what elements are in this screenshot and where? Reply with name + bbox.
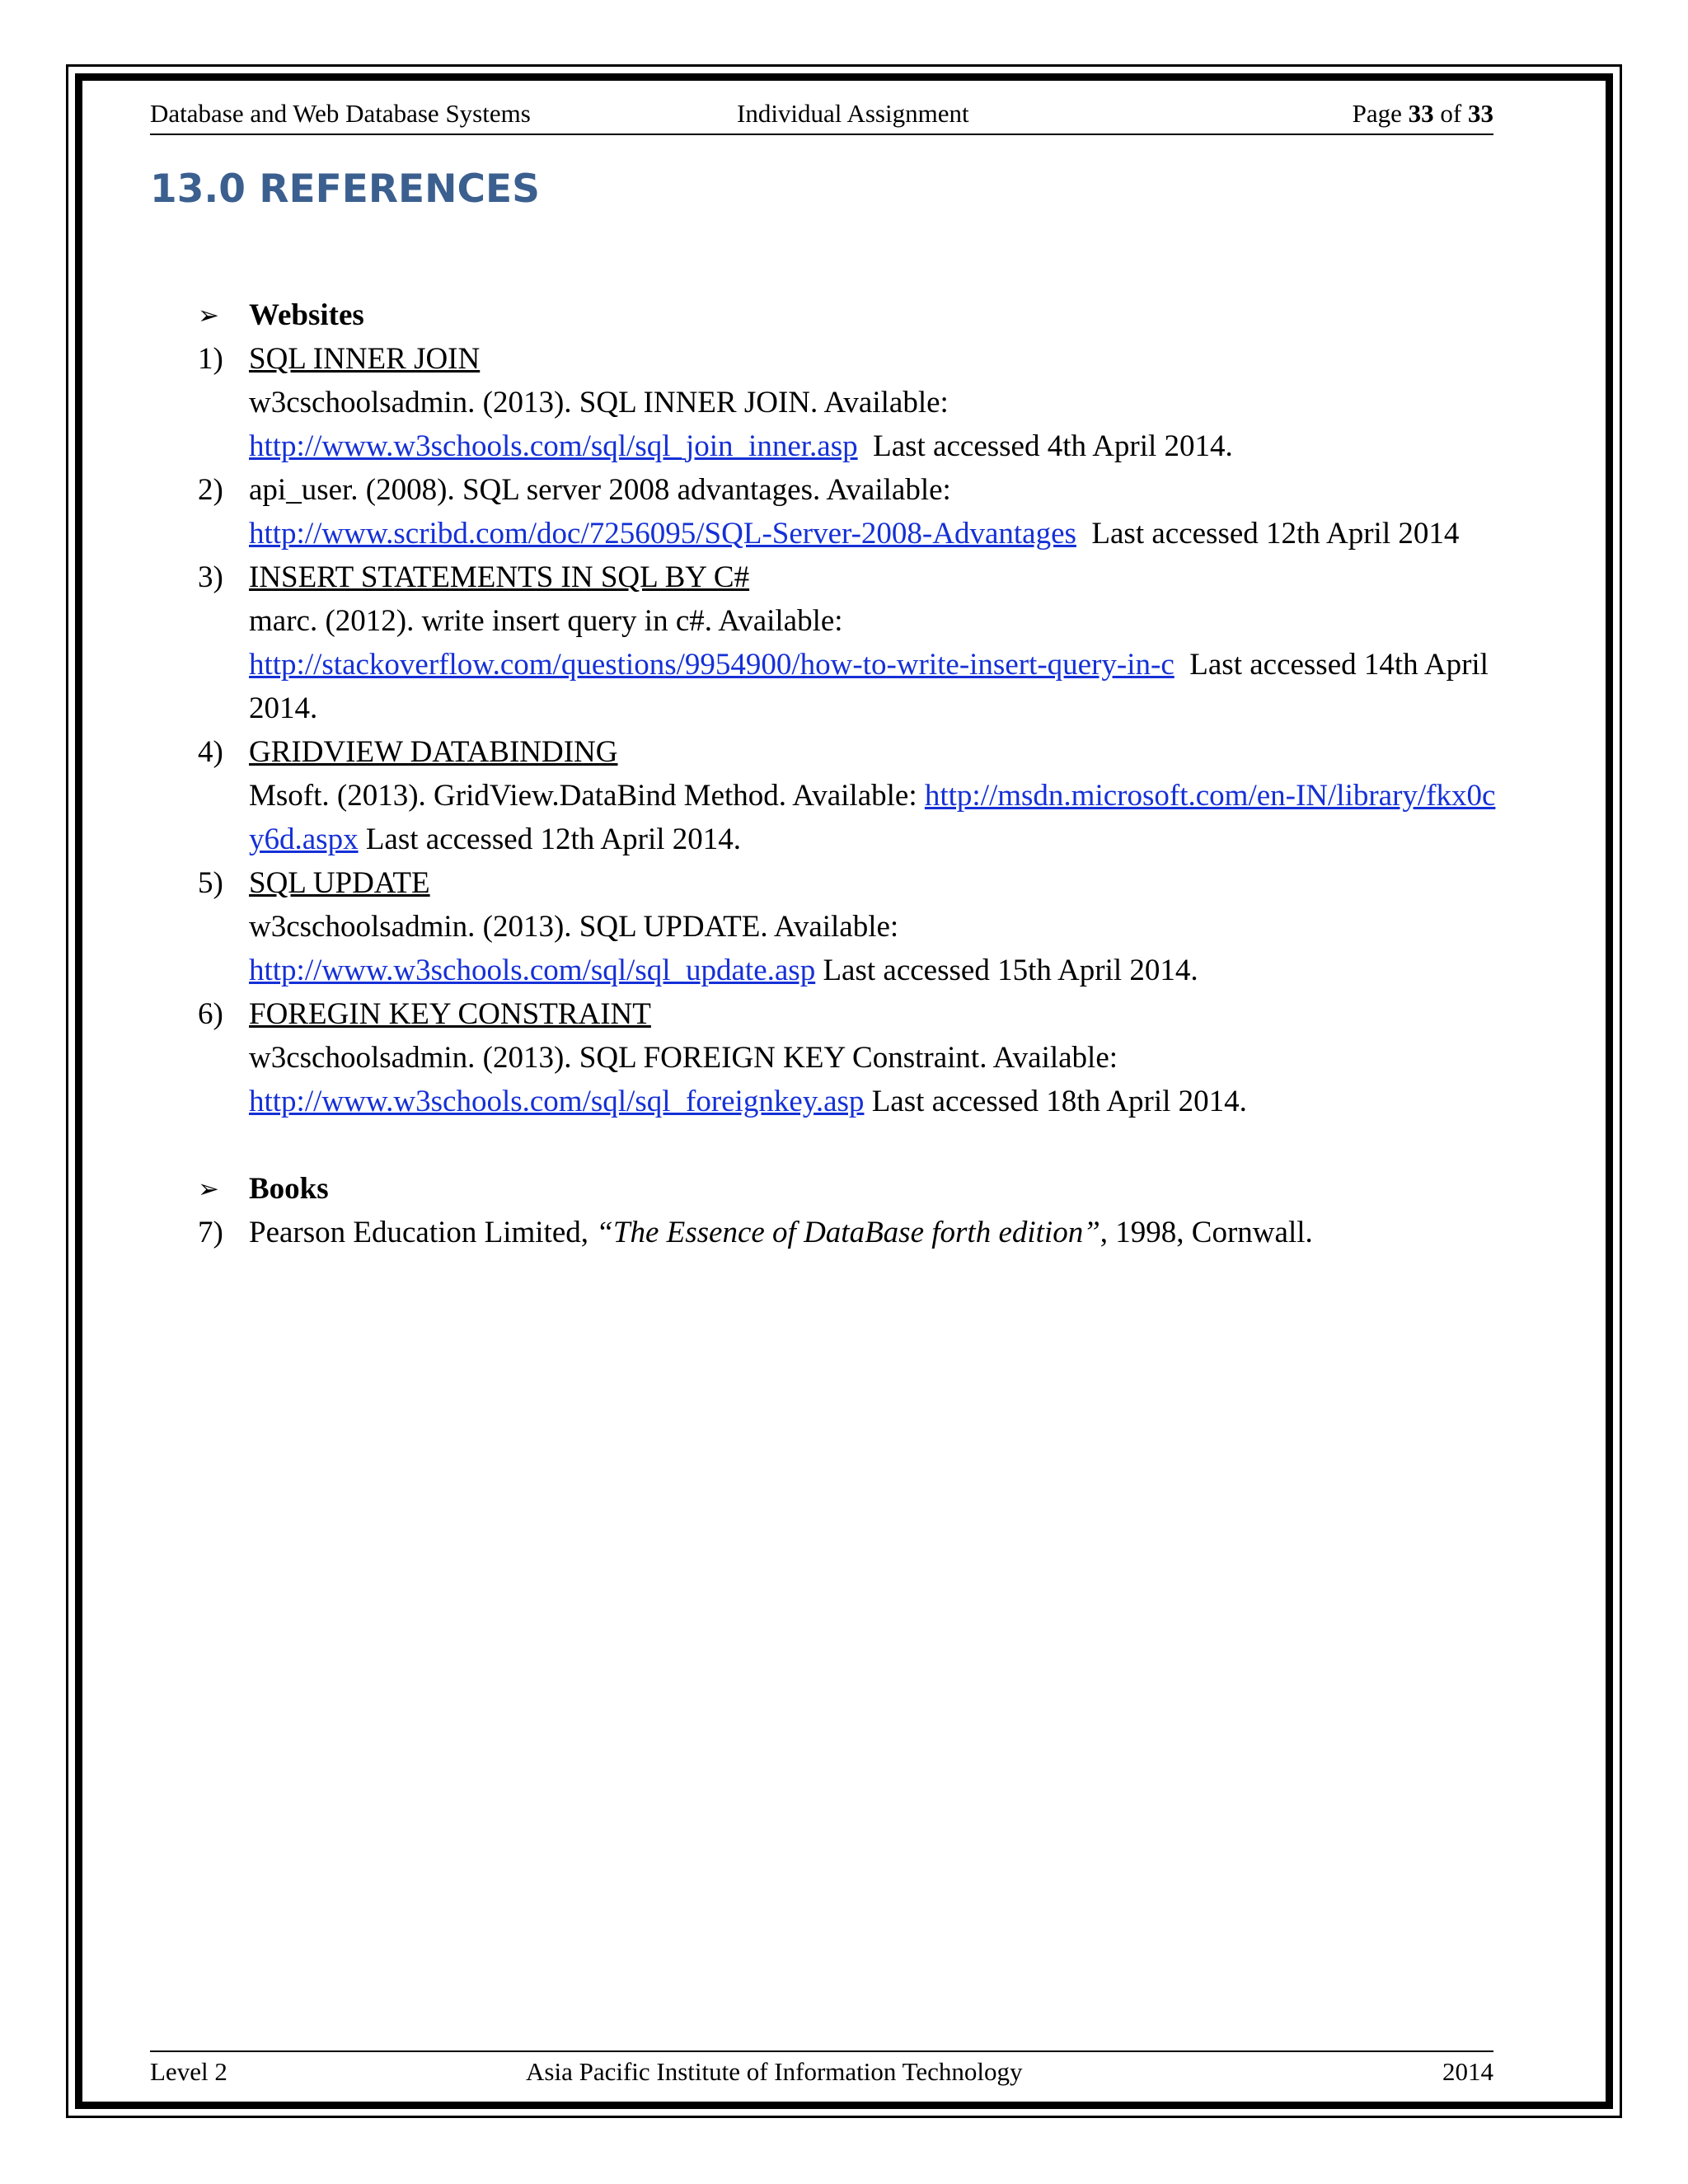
reference-item [198,468,1500,555]
header-assignment-type: Individual Assignment [737,99,969,128]
footer-level: Level 2 [150,2057,227,2086]
reference-title: INSERT STATEMENTS IN SQL BY C# [249,560,750,594]
reference-title: FOREGIN KEY CONSTRAINT [249,997,651,1031]
books-heading [198,1167,1500,1211]
websites-heading [198,293,1500,337]
references-list [198,293,1500,1254]
page-header [150,97,1493,135]
reference-number: 2) [198,473,223,507]
reference-accessed: Last accessed 4th April 2014. [873,429,1233,463]
reference-number: 7) [198,1216,223,1249]
section-title: 13.0 REFERENCES [150,166,540,212]
reference-link[interactable]: http://www.w3schools.com/sql/sql_join_inner.asp [249,429,858,463]
reference-accessed: Last accessed 14th April 2014. [249,648,1489,725]
reference-item [198,861,1500,992]
page-current: 33 [1408,99,1434,128]
arrow-bullet-icon: ➢ [198,301,219,330]
reference-accessed: Last accessed 15th April 2014. [823,954,1198,987]
reference-citation: marc. (2012). write insert query in c#. Available: [249,604,843,638]
page-prefix: Page [1352,99,1402,128]
page-total: 33 [1468,99,1493,128]
header-course-title: Database and Web Database Systems [150,99,531,128]
reference-item [198,1211,1500,1254]
book-publisher: Pearson Education Limited, [249,1216,589,1249]
reference-number: 6) [198,997,223,1031]
reference-item [198,555,1500,730]
reference-number: 4) [198,735,223,769]
reference-citation: w3cschoolsadmin. (2013). SQL INNER JOIN. Available: [249,386,949,419]
reference-link[interactable]: http://msdn.microsoft.com/en-IN/library/fkx0cy6d.aspx [249,779,1496,856]
reference-link[interactable]: http://www.w3schools.com/sql/sql_foreignkey.asp [249,1085,865,1118]
reference-item [198,730,1500,861]
reference-number: 3) [198,560,223,594]
reference-link[interactable]: http://www.scribd.com/doc/7256095/SQL-Server-2008-Advantages [249,517,1076,551]
page-footer [150,2050,1493,2085]
reference-link[interactable]: http://www.w3schools.com/sql/sql_update.asp [249,954,816,987]
book-details: , 1998, Cornwall. [1100,1216,1313,1249]
reference-accessed: Last accessed 18th April 2014. [871,1085,1247,1118]
reference-citation: w3cschoolsadmin. (2013). SQL FOREIGN KEY Constraint. Available: [249,1041,1118,1075]
reference-number: 1) [198,342,223,376]
arrow-bullet-icon: ➢ [198,1174,219,1203]
header-page-number [1353,99,1493,129]
reference-title: SQL UPDATE [249,866,430,900]
page-of: of [1440,99,1462,128]
footer-year: 2014 [1442,2057,1493,2086]
reference-number: 5) [198,866,223,900]
reference-title: SQL INNER JOIN [249,342,481,376]
reference-title: GRIDVIEW DATABINDING [249,735,618,769]
book-title: “The Essence of DataBase forth edition” [596,1216,1100,1249]
reference-citation: api_user. (2008). SQL server 2008 advantages. Available: [249,473,951,507]
reference-citation: Msoft. (2013). GridView.DataBind Method. Available: [249,779,917,813]
reference-item [198,337,1500,468]
reference-accessed: Last accessed 12th April 2014. [365,823,742,856]
websites-heading-label: Websites [249,298,364,332]
reference-item [198,992,1500,1123]
reference-link[interactable]: http://stackoverflow.com/questions/9954900/how-to-write-insert-query-in-c [249,648,1175,682]
books-heading-label: Books [249,1172,329,1206]
reference-accessed: Last accessed 12th April 2014 [1091,517,1460,551]
footer-institution: Asia Pacific Institute of Information Technology [526,2057,1023,2086]
reference-citation: w3cschoolsadmin. (2013). SQL UPDATE. Available: [249,910,899,944]
spacer [198,1123,1500,1167]
